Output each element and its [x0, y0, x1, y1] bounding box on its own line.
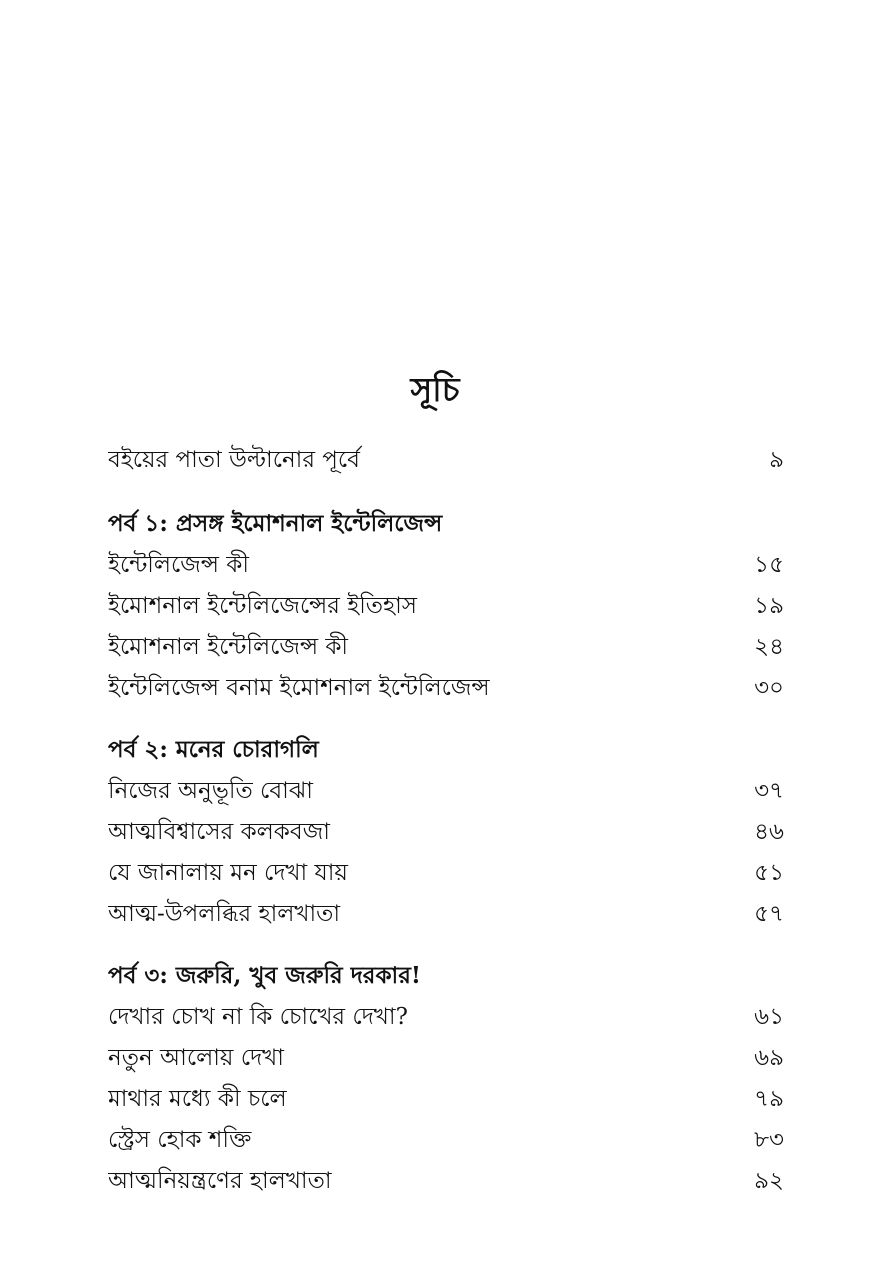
- toc-entry-page-number: ৬৯: [754, 1045, 784, 1071]
- toc-entry-page-number: ১৫: [754, 552, 784, 578]
- toc-entry-page-number: ৪৬: [754, 819, 784, 845]
- toc-entry: [108, 1079, 784, 1120]
- toc-list: [108, 440, 784, 1202]
- toc-entry-label: ইন্টেলিজেন্স কী: [108, 552, 249, 578]
- section-heading-part-2: পর্ব ২: মনের চোরাগলি: [108, 736, 319, 763]
- toc-entry-label: নতুন আলোয় দেখা: [108, 1045, 284, 1071]
- toc-entry-page-number: ৩৭: [754, 778, 784, 804]
- toc-entry-label: ইমোশনাল ইন্টেলিজেন্স কী: [108, 634, 349, 660]
- toc-entry-label: মাথার মধ্যে কী চলে: [108, 1086, 287, 1112]
- toc-entry: [108, 668, 784, 709]
- toc-entry: [108, 894, 784, 935]
- toc-entry-page-number: ৬১: [754, 1004, 784, 1030]
- toc-entry-page-number: ৯: [769, 447, 784, 473]
- toc-entry-label: স্ট্রেস হোক শক্তি: [108, 1127, 252, 1153]
- toc-entry-page-number: ৭৯: [754, 1086, 784, 1112]
- toc-entry: [108, 853, 784, 894]
- toc-entry-page-number: ৯২: [754, 1168, 784, 1194]
- toc-entry-page-number: ২৪: [754, 634, 784, 660]
- toc-entry: [108, 1038, 784, 1079]
- toc-entry-label: আত্মনিয়ন্ত্রণের হালখাতা: [108, 1168, 332, 1194]
- toc-entry: [108, 812, 784, 853]
- page-title: সূচি: [410, 370, 460, 409]
- toc-entry-label: আত্ম-উপলব্ধির হালখাতা: [108, 901, 341, 927]
- toc-entry: [108, 997, 784, 1038]
- toc-entry-page-number: ৮৩: [754, 1127, 784, 1153]
- toc-entry-label: ইমোশনাল ইন্টেলিজেন্সের ইতিহাস: [108, 593, 417, 619]
- toc-entry-label: দেখার চোখ না কি চোখের দেখা?: [108, 1004, 408, 1030]
- toc-entry-label: যে জানালায় মন দেখা যায়: [108, 860, 348, 886]
- toc-entry: [108, 586, 784, 627]
- toc-entry-label: আত্মবিশ্বাসের কলকবজা: [108, 819, 330, 845]
- toc-entry: [108, 1120, 784, 1161]
- toc-entry-page-number: ১৯: [754, 593, 784, 619]
- toc-entry-label: বইয়ের পাতা উল্টানোর পূর্বে: [108, 447, 360, 473]
- toc-entry-page-number: ৫৭: [754, 901, 784, 927]
- toc-entry: [108, 771, 784, 812]
- toc-entry-intro: [108, 440, 784, 481]
- toc-entry: [108, 1161, 784, 1202]
- toc-entry-page-number: ৫১: [754, 860, 784, 886]
- section-heading-part-3: পর্ব ৩: জরুরি, খুব জরুরি দরকার!: [108, 962, 421, 989]
- section-heading-part-1: পর্ব ১: প্রসঙ্গ ইমোশনাল ইন্টেলিজেন্স: [108, 510, 443, 537]
- toc-entry-label: নিজের অনুভূতি বোঝা: [108, 778, 313, 804]
- toc-entry-label: ইন্টেলিজেন্স বনাম ইমোশনাল ইন্টেলিজেন্স: [108, 675, 490, 701]
- toc-entry-page-number: ৩০: [754, 675, 784, 701]
- toc-entry: [108, 627, 784, 668]
- toc-entry: [108, 545, 784, 586]
